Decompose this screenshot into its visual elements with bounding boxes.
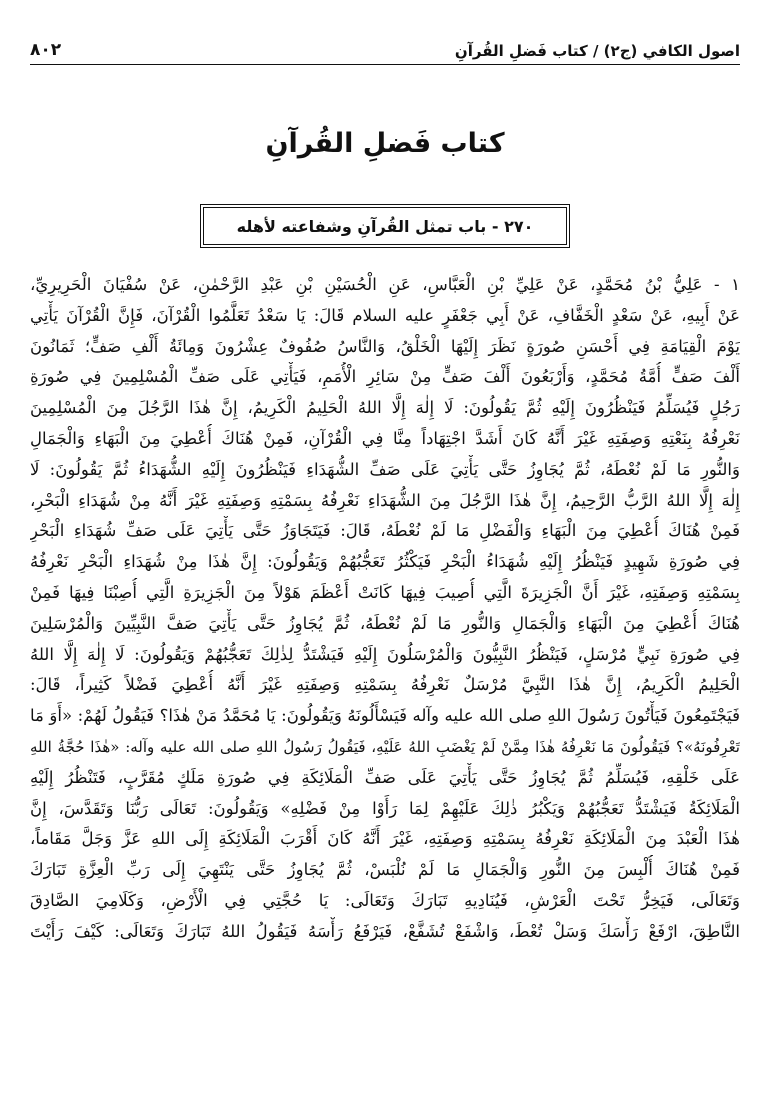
text-line: ١ - عَلِيُّ بْنُ مُحَمَّدٍ، عَنْ عَلِيِّ بْنِ الْعَبَّاسِ، عَنِ الْحُسَيْنِ بْنِ عَبْدِ الرَّحْمٰنِ، عَنْ سُفْيَانَ الْحَرِيرِيِّ، bbox=[30, 275, 740, 294]
text-line: فِي صُورَةِ شَهِيدٍ فَيَنْظُرُ إِلَيْهِ شُهَدَاءُ الْبَحْرِ فَيَكْثُرُ تَعَجُّبُهُمْ وَيَقُولُونَ: إِنَّ هٰذَا مِنْ شُهَدَاءِ الْبَحْرِ نَعْرِفُهُ bbox=[30, 552, 740, 572]
text-line: النَّاطِقَ، ارْفَعْ رَأْسَكَ وَسَلْ تُعْطَ، وَاشْفَعْ تُشَفَّعْ، فَيَرْفَعُ رَأْسَهُ فَيَقُولُ اللهُ تَبَارَكَ وَتَعَالَى: كَيْفَ رَأَيْتَ bbox=[30, 921, 740, 941]
text-line: هٰذَا الْعَبْدَ مِنَ الْمَلَائِكَةِ نَعْرِفُهُ بِسَمْتِهِ وَصِفَتِهِ، غَيْرَ أَنَّهُ كَانَ أَقْرَبَ الْمَلَائِكَةِ إِلَى اللهِ عَزَّ وَجَلَّ مَقَاماً، bbox=[30, 829, 740, 849]
text-line: فَمِنْ هُنَاكَ أُعْطِيَ مِنَ الْبَهَاءِ وَالْفَضْلِ مَا لَمْ نُعْطَهُ، قَالَ: فَيَتَجَاوَزُ حَتَّى يَأْتِيَ عَلَى صَفِّ شُهَدَاءِ الْبَحْرِ bbox=[30, 521, 740, 541]
text-line: نَعْرِفُهُ بِنَعْتِهِ وَصِفَتِهِ غَيْرَ أَنَّهُ كَانَ أَشَدَّ اجْتِهَاداً مِنَّا فِي الْقُرْآنِ، فَمِنْ هُنَاكَ أُعْطِيَ مِنَ الْبَهَاءِ وَالْجَمَالِ bbox=[30, 428, 740, 448]
text-line: فَمِنْ هُنَاكَ أُلْبِسَ مِنَ النُّورِ وَالْجَمَالِ مَا لَمْ نُلْبَسْ، ثُمَّ يُجَاوِزُ حَتَّى يَنْتَهِيَ إِلَى رَبِّ الْعِزَّةِ تَبَارَكَ bbox=[30, 860, 740, 880]
chapter-heading-box bbox=[200, 204, 570, 248]
book-title: كتاب فَضلِ القُرآنِ bbox=[265, 128, 505, 159]
text-line: الْحَلِيمُ الْكَرِيمُ، إِنَّ هٰذَا النَّبِيَّ مُرْسَلٌ نَعْرِفُهُ بِسَمْتِهِ وَصِفَتِهِ غَيْرَ أَنَّهُ أُعْطِيَ فَضْلاً كَثِيراً، قَالَ: bbox=[30, 675, 740, 695]
text-line: هُنَاكَ أُعْطِيَ مِنَ الْبَهَاءِ وَالْجَمَالِ وَالنُّورِ مَا لَمْ نُعْطَهُ، ثُمَّ يُجَاوِزُ حَتَّى يَأْتِيَ صَفَّ النَّبِيِّينَ وَالْمُرْسَلِينَ bbox=[30, 613, 740, 633]
text-line: وَتَعَالَى، فَيَخِرُّ تَحْتَ الْعَرْشِ، فَيُنَادِيهِ تَبَارَكَ وَتَعَالَى: يَا حُجَّتِي فِي الْأَرْضِ، وَكَلَامِيَ الصَّادِقَ bbox=[30, 890, 740, 910]
body-text bbox=[30, 270, 740, 948]
text-line: عَنْ أَبِيهِ، عَنْ سَعْدٍ الْخَفَّافِ، عَنْ أَبِي جَعْفَرٍ عليه السلام قَالَ: يَا سَعْدُ تَعَلَّمُوا الْقُرْآنَ، فَإِنَّ الْقُرْآنَ يَأْتِي bbox=[30, 305, 740, 325]
text-line: رَجُلٍ فَيُسَلِّمُ فَيَنْظُرُونَ إِلَيْهِ ثُمَّ يَقُولُونَ: لَا إِلٰهَ إِلَّا اللهُ الْحَلِيمُ الْكَرِيمُ، إِنَّ هٰذَا الرَّجُلَ مِنَ الْمُسْلِمِينَ bbox=[30, 398, 740, 418]
text-line: فِي صُورَةِ نَبِيٍّ مُرْسَلٍ، فَيَنْظُرُ النَّبِيُّونَ وَالْمُرْسَلُونَ إِلَيْهِ فَيَشْتَدُّ لِذٰلِكَ تَعَجُّبُهُمْ وَيَقُولُونَ: لَا إِلٰهَ إِلَّا اللهُ bbox=[30, 644, 740, 664]
text-line: عَلَى خَلْقِهِ، فَيُسَلِّمُ ثُمَّ يُجَاوِزُ حَتَّى يَأْتِيَ عَلَى صَفِّ الْمَلَائِكَةِ فِي صُورَةِ مَلَكٍ مُقَرَّبٍ، فَتَنْظُرُ إِلَيْهِ bbox=[30, 767, 740, 787]
running-title: اصول الكافي (ج٢) / كتاب فَضلِ القُرآنِ bbox=[454, 42, 740, 60]
page-number: ٨٠٢ bbox=[30, 40, 62, 60]
text-line: بِسَمْتِهِ وَصِفَتِهِ، غَيْرَ أَنَّ الْجَزِيرَةَ الَّتِي أُصِيبَ فِيهَا كَانَتْ أَعْظَمَ هَوْلاً مِنَ الْجَزِيرَةِ الَّتِي أُصِبْنَا فِيهَا فَمِنْ bbox=[30, 582, 740, 602]
chapter-heading: ٢٧٠ - باب تمثل القُرآنِ وشفاعته لأهله bbox=[203, 207, 567, 245]
text-line: يَوْمَ الْقِيَامَةِ فِي أَحْسَنِ صُورَةٍ نَظَرَ إِلَيْهَا الْخَلْقُ، وَالنَّاسُ صُفُوفٌ عِشْرُونَ وَمِائَةُ أَلْفِ صَفٍّ؛ ثَمَانُونَ bbox=[30, 336, 740, 356]
text-line: أَلْفَ صَفٍّ أُمَّةُ مُحَمَّدٍ، وَأَرْبَعُونَ أَلْفَ صَفٍّ مِنْ سَائِرِ الْأُمَمِ، فَيَأْتِي عَلَى صَفِّ الْمُسْلِمِينَ فِي صُورَةِ bbox=[30, 367, 740, 387]
page-header bbox=[30, 30, 740, 65]
text-line: وَالنُّورِ مَا لَمْ نُعْطَهُ، ثُمَّ يُجَاوِزُ حَتَّى يَأْتِيَ عَلَى صَفِّ الشُّهَدَاءِ فَيَنْظُرُونَ إِلَيْهِ الشُّهَدَاءُ ثُمَّ يَقُولُونَ: لَا bbox=[30, 459, 740, 479]
text-line: الْمَلَائِكَةُ فَيَشْتَدُّ تَعَجُّبُهُمْ وَيَكْبُرُ ذٰلِكَ عَلَيْهِمْ لِمَا رَأَوْا مِنْ فَضْلِهِ» وَيَقُولُونَ: تَعَالَى رَبُّنَا وَتَقَدَّسَ، إِنَّ bbox=[30, 798, 740, 818]
text-line: إِلٰهَ إِلَّا اللهُ الرَّبُّ الرَّحِيمُ، إِنَّ هٰذَا الرَّجُلَ مِنَ الشُّهَدَاءِ نَعْرِفُهُ بِسَمْتِهِ وَصِفَتِهِ غَيْرَ أَنَّهُ مِنْ شُهَدَاءِ الْبَحْرِ، bbox=[30, 490, 740, 510]
text-line: تَعْرِفُونَهُ»؟ فَيَقُولُونَ مَا نَعْرِفُهُ هٰذَا مِمَّنْ لَمْ يَغْضَبِ اللهُ عَلَيْهِ، فَيَقُولُ رَسُولُ اللهِ صلى الله عليه وآله: «هٰذَا حُجَّةُ اللهِ bbox=[30, 737, 740, 756]
text-line: فَيَجْتَمِعُونَ فَيَأْتُونَ رَسُولَ اللهِ صلى الله عليه وآله فَيَسْأَلُونَهُ وَيَقُولُونَ: يَا مُحَمَّدُ مَنْ هٰذَا؟ فَيَقُولُ لَهُمْ: «أَوَ مَا bbox=[30, 706, 740, 726]
